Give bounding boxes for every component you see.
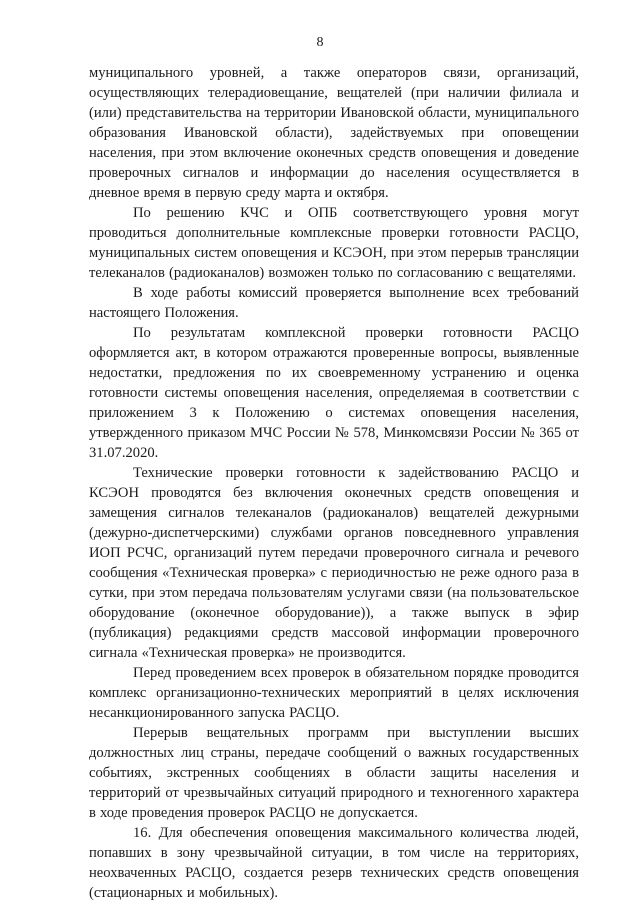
paragraph-continuation: муниципального уровней, а также операторов связи, организаций, осуществляющих телерадиовещание, вещателей (при наличии филиала и (или) представительства на территории Ивановской области, муниципального образования Ивановской области), задействуемых при оповещении населения, при этом включение оконечных средств оповещения и доведение проверочных сигналов и информации до населения осуществляется в дневное время в первую среду марта и октября. bbox=[89, 65, 579, 201]
page-number: 8 bbox=[316, 35, 324, 50]
document-body bbox=[89, 63, 579, 903]
paragraph-check-results: По результатам комплексной проверки готовности РАСЦО оформляется акт, в котором отражаются проверенные вопросы, выявленные недостатки, предложения по их своевременному устранению и оценка готовности системы оповещения населения, определяемая в соответствии с приложением 3 к Положению о системах оповещения населения, утвержденного приказом МЧС России № 578, Минкомсвязи России № 365 от 31.07.2020. bbox=[89, 325, 579, 461]
paragraph-item-16: 16. Для обеспечения оповещения максимального количества людей, попавших в зону чрезвычайной ситуации, в том числе на территориях, неохваченных РАСЦО, создается резерв технических средств оповещения (стационарных и мобильных). bbox=[89, 825, 579, 901]
paragraph-broadcast-interruption: Перерыв вещательных программ при выступлении высших должностных лиц страны, передаче сообщений о важных государственных событиях, экстренных сообщениях в области защиты населения и территорий от чрезвычайных ситуаций природного и техногенного характера в ходе проведения проверок РАСЦО не допускается. bbox=[89, 725, 579, 821]
paragraph-additional-checks: По решению КЧС и ОПБ соответствующего уровня могут проводиться дополнительные комплексные проверки готовности РАСЦО, муниципальных систем оповещения и КСЭОН, при этом перерыв трансляции телеканалов (радиоканалов) возможен только по согласованию с вещателями. bbox=[89, 205, 579, 281]
paragraph-commission-work: В ходе работы комиссий проверяется выполнение всех требований настоящего Положения. bbox=[89, 285, 579, 321]
paragraph-technical-checks: Технические проверки готовности к задействованию РАСЦО и КСЭОН проводятся без включения оконечных средств оповещения и замещения сигналов телеканалов (радиоканалов) вещателей дежурными (дежурно-диспетчерскими) службами органов повседневного управления ИОП РСЧС, организаций путем передачи проверочного сигнала и речевого сообщения «Техническая проверка» с периодичностью не реже одного раза в сутки, при этом передача пользователям услугами связи (на пользовательское оборудование (оконечное оборудование)), а также выпуск в эфир (публикация) редакциями средств массовой информации проверочного сигнала «Техническая проверка» не производится. bbox=[89, 465, 579, 661]
paragraph-preparation: Перед проведением всех проверок в обязательном порядке проводится комплекс организационно-технических мероприятий в целях исключения несанкционированного запуска РАСЦО. bbox=[89, 665, 579, 721]
